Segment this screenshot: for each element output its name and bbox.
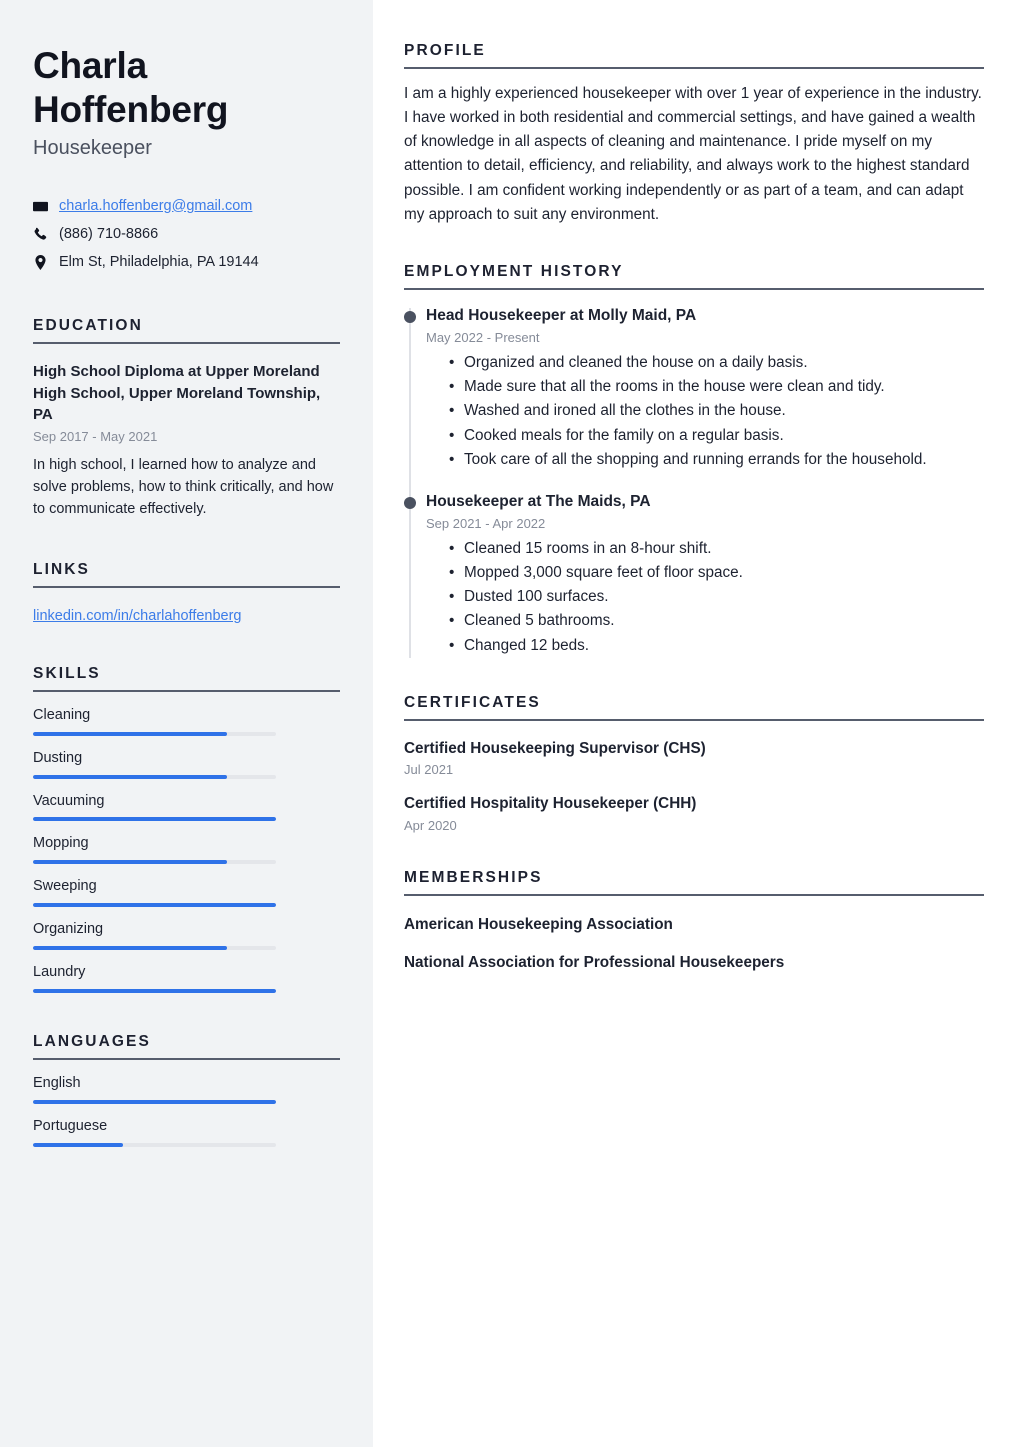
skill-level-track xyxy=(33,775,276,779)
employment-title: Housekeeper at The Maids, PA xyxy=(426,492,651,510)
employment-bullet: • Dusted 100 surfaces. xyxy=(464,585,984,609)
skill-item xyxy=(33,749,340,779)
employment-title: Head Housekeeper at Molly Maid, PA xyxy=(426,306,697,324)
section-profile xyxy=(404,42,984,227)
skill-label: Laundry xyxy=(33,963,86,980)
section-heading-employment-history: EMPLOYMENT HISTORY xyxy=(404,263,984,290)
employment-bullet: • Organized and cleaned the house on a daily basis. xyxy=(464,351,984,375)
profile-text: I am a highly experienced housekeeper with over 1 year of experience in the industry. I have worked in both residential and commercial settings, and have gained a wealth of knowledge in all aspects of cleaning and maintenance. I pride myself on my attention to detail, efficiency, and reliability, and always work to the highest standard possible. I am confident working independently or as part of a team, and can adapt my approach to suit any environment. xyxy=(404,85,982,223)
education-entry-title: High School Diploma at Upper Moreland High School, Upper Moreland Township, PA xyxy=(33,363,321,424)
employment-date: Sep 2021 - Apr 2022 xyxy=(426,516,546,531)
employment-bullet: • Mopped 3,000 square feet of floor space. xyxy=(464,561,984,585)
skill-item xyxy=(33,920,340,950)
employment-item xyxy=(426,492,984,658)
section-education xyxy=(33,317,340,521)
contact-phone-text: (886) 710-8866 xyxy=(59,225,159,242)
skill-label: Dusting xyxy=(33,749,83,766)
employment-bullet: • Cleaned 5 bathrooms. xyxy=(464,609,984,633)
skill-level-track xyxy=(33,860,276,864)
skill-label: Sweeping xyxy=(33,878,97,895)
skill-item xyxy=(33,834,340,864)
section-heading-links: LINKS xyxy=(33,561,340,588)
timeline-dot-icon xyxy=(404,311,416,323)
section-certificates xyxy=(404,694,984,833)
education-entry-description: In high school, I learned how to analyze and solve problems, how to think critically, and how to communicate effectively. xyxy=(33,456,334,518)
language-item xyxy=(33,1117,340,1147)
skill-item xyxy=(33,877,340,907)
skill-level-track xyxy=(33,903,276,907)
certificate-date: Jul 2021 xyxy=(404,762,454,778)
phone-icon xyxy=(33,227,59,242)
contact-address xyxy=(33,251,340,273)
main-column xyxy=(373,0,1024,1447)
contact-list xyxy=(33,195,340,273)
employment-bullet-list xyxy=(426,537,984,658)
skill-level-fill xyxy=(33,732,227,736)
section-employment-history xyxy=(404,263,984,658)
employment-bullet: • Changed 12 beds. xyxy=(464,634,984,658)
membership-item: National Association for Professional Housekeepers xyxy=(404,953,785,971)
section-skills xyxy=(33,665,340,993)
employment-date: May 2022 - Present xyxy=(426,330,540,346)
certificate-item xyxy=(404,794,984,833)
section-memberships xyxy=(404,869,984,973)
employment-item xyxy=(426,306,984,472)
employment-bullet: • Cleaned 15 rooms in an 8-hour shift. xyxy=(464,537,984,561)
skill-level-track xyxy=(33,817,276,821)
skill-item xyxy=(33,792,340,822)
section-heading-memberships: MEMBERSHIPS xyxy=(404,869,984,896)
language-level-track xyxy=(33,1100,276,1104)
language-item xyxy=(33,1074,340,1104)
skill-label: Cleaning xyxy=(33,706,91,723)
employment-bullet-list xyxy=(426,351,984,472)
skill-level-fill xyxy=(33,989,276,993)
skills-list xyxy=(33,706,340,993)
location-pin-icon xyxy=(33,255,59,270)
languages-list xyxy=(33,1074,340,1147)
section-links xyxy=(33,561,340,625)
skill-item xyxy=(33,963,340,993)
section-heading-skills: SKILLS xyxy=(33,665,340,692)
envelope-icon xyxy=(33,199,59,214)
language-level-fill xyxy=(33,1100,276,1104)
section-heading-profile: PROFILE xyxy=(404,42,984,69)
certificate-title: Certified Hospitality Housekeeper (CHH) xyxy=(404,795,697,813)
contact-address-text: Elm St, Philadelphia, PA 19144 xyxy=(59,253,259,270)
contact-email-text[interactable]: charla.hoffenberg@gmail.com xyxy=(59,197,253,214)
timeline-dot-icon xyxy=(404,497,416,509)
section-heading-languages: LANGUAGES xyxy=(33,1033,340,1060)
employment-bullet: • Cooked meals for the family on a regular basis. xyxy=(464,424,984,448)
skill-level-fill xyxy=(33,903,276,907)
contact-phone xyxy=(33,223,340,245)
skill-level-track xyxy=(33,946,276,950)
skill-level-track xyxy=(33,732,276,736)
certificate-title: Certified Housekeeping Supervisor (CHS) xyxy=(404,739,706,757)
skill-label: Mopping xyxy=(33,835,89,852)
language-label: English xyxy=(33,1074,81,1091)
skill-level-fill xyxy=(33,775,227,779)
employment-bullet: • Made sure that all the rooms in the house were clean and tidy. xyxy=(464,375,984,399)
education-entry-date: Sep 2017 - May 2021 xyxy=(33,428,158,444)
section-heading-education: EDUCATION xyxy=(33,317,340,344)
skill-level-fill xyxy=(33,946,227,950)
employment-bullet: • Took care of all the shopping and running errands for the household. xyxy=(464,448,984,472)
membership-item: American Housekeeping Association xyxy=(404,916,673,934)
skill-item xyxy=(33,706,340,736)
link-item-linkedin[interactable]: linkedin.com/in/charlahoffenberg xyxy=(33,607,242,624)
candidate-job-title: Housekeeper xyxy=(33,137,152,160)
employment-bullet: • Washed and ironed all the clothes in the house. xyxy=(464,399,984,423)
section-languages xyxy=(33,1033,340,1147)
skill-label: Vacuuming xyxy=(33,792,105,809)
contact-email[interactable] xyxy=(33,195,340,217)
section-heading-certificates: CERTIFICATES xyxy=(404,694,984,721)
language-level-fill xyxy=(33,1143,123,1147)
skill-level-fill xyxy=(33,817,276,821)
certificate-item xyxy=(404,739,984,778)
skill-level-fill xyxy=(33,860,227,864)
certificates-list xyxy=(404,739,984,833)
skill-level-track xyxy=(33,989,276,993)
memberships-list xyxy=(404,915,984,973)
candidate-name: Charla Hoffenberg xyxy=(33,45,229,130)
certificate-date: Apr 2020 xyxy=(404,818,457,834)
language-label: Portuguese xyxy=(33,1117,108,1134)
sidebar xyxy=(0,0,373,1447)
skill-label: Organizing xyxy=(33,921,104,938)
language-level-track xyxy=(33,1143,276,1147)
employment-timeline xyxy=(404,306,984,658)
